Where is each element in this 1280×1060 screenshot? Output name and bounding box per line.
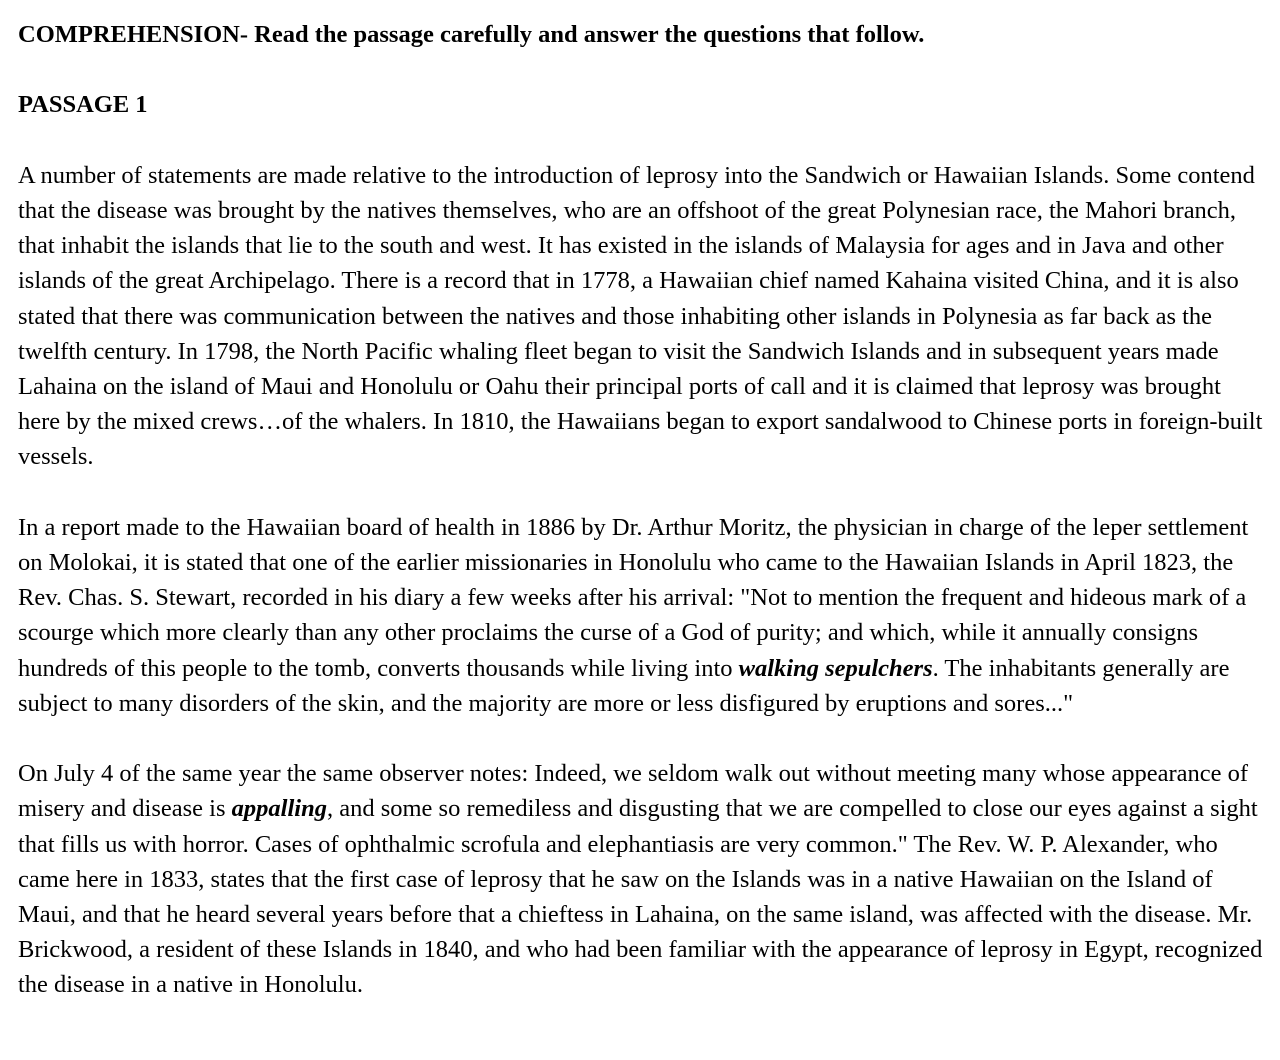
comprehension-instruction: COMPREHENSION- Read the passage carefully and answer the questions that follow. xyxy=(18,21,925,48)
passage-paragraph-1: A number of statements are made relative to the introduction of leprosy into the Sandwich or Hawaiian Islands. Some contend that the disease was brought by the natives themselves, who are an offshoot of the great Polynesian race, the Mahori branch, that inhabit the islands that lie to the south and west. It has existed in the islands of Malaysia for ages and in Java and other islands of the great Archipelago. There is a record that in 1778, a Hawaiian chief named Kahaina visited China, and it is also stated that there was communication between the natives and those inhabiting other islands in Polynesia as far back as the twelfth century. In 1798, the North Pacific whaling fleet began to visit the Sandwich Islands and in subsequent years made Lahaina on the island of Maui and Honolulu or Oahu their principal ports of call and it is claimed that leprosy was brought here by the mixed crews…of the whalers. In 1810, the Hawaiians began to export sandalwood to Chinese ports in foreign-built vessels. xyxy=(18,161,1263,471)
paragraph-2-text-after: . The inhabitants generally are subject to many disorders of the skin, and the majority are more or less disfigured by eruptions and sores..." xyxy=(18,654,1230,717)
passage-title: PASSAGE 1 xyxy=(18,91,148,119)
paragraph-3-text-before: On July 4 of the same year the same observer notes: Indeed, we seldom walk out without meeting many whose appearance of misery and disease is xyxy=(18,760,1249,823)
paragraph-2-text-before: In a report made to the Hawaiian board of health in 1886 by Dr. Arthur Moritz, the physician in charge of the leper settlement on Molokai, it is stated that one of the earlier missionaries in Honolulu who came to the Hawaiian Islands in April 1823, the Rev. Chas. S. Stewart, recorded in his diary a few weeks after his arrival: "Not to mention the frequent and hideous mark of a scourge which more clearly than any other proclaims the curse of a God of purity; and which, while it annually consigns hundreds of this people to the tomb, converts thousands while living into xyxy=(18,513,1249,682)
passage-paragraph-3 xyxy=(18,756,1266,1002)
passage-paragraph-2 xyxy=(18,510,1266,721)
emphasized-word-appalling: appalling xyxy=(231,795,327,823)
emphasized-phrase-walking-sepulchers: walking sepulchers xyxy=(738,654,933,682)
paragraph-3-text-after: , and some so remediless and disgusting that we are compelled to close our eyes against a sight that fills us with horror. Cases of ophthalmic scrofula and elephantiasis are very common." The Rev. W. P. Alexander, who came here in 1833, states that the first case of leprosy that he saw on the Islands was in a native Hawaiian on the Island of Maui, and that he heard several years before that a chieftess in Lahaina, on the same island, was affected with the disease. Mr. Brickwood, a resident of these Islands in 1840, and who had been familiar with the appearance of leprosy in Egypt, recognized the disease in a native in Honolulu. xyxy=(18,795,1263,999)
